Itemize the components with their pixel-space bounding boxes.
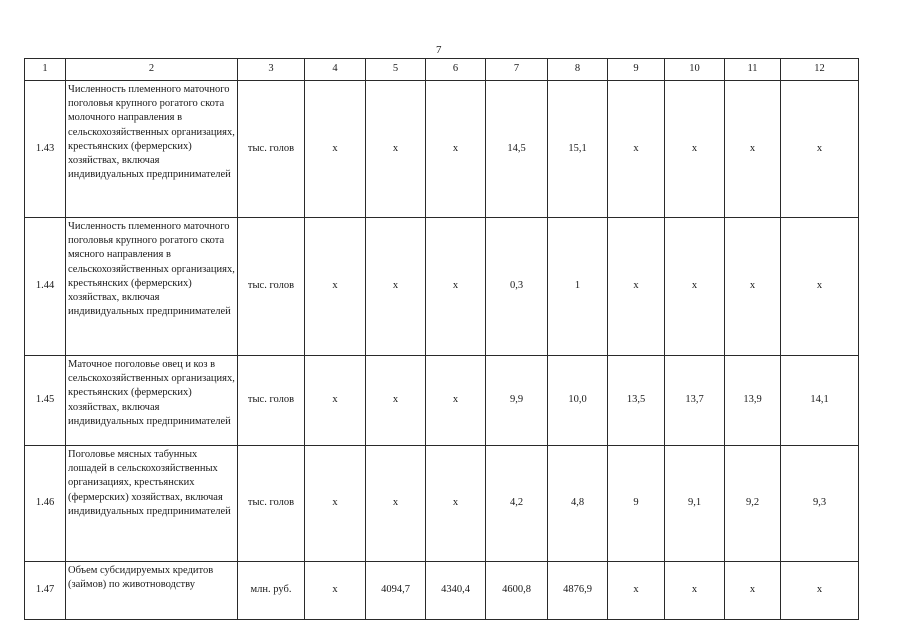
cell-value: х — [608, 81, 665, 218]
cell-value: х — [366, 446, 426, 562]
cell-value: х — [366, 81, 426, 218]
row-number: 1.46 — [25, 446, 66, 562]
cell-value: х — [426, 218, 486, 356]
cell-value: 13,5 — [608, 356, 665, 446]
row-unit: тыс. голов — [238, 81, 305, 218]
cell-value: 9 — [608, 446, 665, 562]
cell-value: х — [366, 356, 426, 446]
row-description: Маточное поголовье овец и коз в сельскохозяйственных организациях, крестьянских (фермерских) хозяйствах, включая индивидуальных предпринимателей — [66, 356, 238, 446]
row-unit: тыс. голов — [238, 356, 305, 446]
row-description: Объем субсидируемых кредитов (займов) по животноводству — [66, 562, 238, 620]
column-header: 1 — [25, 59, 66, 81]
row-number: 1.44 — [25, 218, 66, 356]
cell-value: х — [426, 81, 486, 218]
column-header: 3 — [238, 59, 305, 81]
cell-value: х — [426, 446, 486, 562]
table-row — [25, 562, 859, 620]
cell-value: х — [665, 218, 725, 356]
cell-value: 13,9 — [725, 356, 781, 446]
cell-value: х — [781, 81, 859, 218]
cell-value: х — [781, 562, 859, 620]
indicators-table — [24, 58, 859, 620]
column-header: 10 — [665, 59, 725, 81]
row-number: 1.47 — [25, 562, 66, 620]
cell-value: х — [305, 562, 366, 620]
cell-value: 10,0 — [548, 356, 608, 446]
cell-value: 9,1 — [665, 446, 725, 562]
cell-value: 13,7 — [665, 356, 725, 446]
cell-value: 4,8 — [548, 446, 608, 562]
row-description: Численность племенного маточного поголовья крупного рогатого скота мясного направления в сельскохозяйственных организациях, крестьянских (фермерских) хозяйствах, включая индивидуальных предпринимателей — [66, 218, 238, 356]
cell-value: 9,3 — [781, 446, 859, 562]
row-number: 1.45 — [25, 356, 66, 446]
column-header: 8 — [548, 59, 608, 81]
column-header: 12 — [781, 59, 859, 81]
cell-value: х — [305, 356, 366, 446]
row-number: 1.43 — [25, 81, 66, 218]
cell-value: 4,2 — [486, 446, 548, 562]
cell-value: х — [608, 218, 665, 356]
row-unit: млн. руб. — [238, 562, 305, 620]
column-header: 4 — [305, 59, 366, 81]
column-header: 9 — [608, 59, 665, 81]
cell-value: 14,5 — [486, 81, 548, 218]
cell-value: х — [665, 81, 725, 218]
table-header-row — [25, 59, 859, 81]
cell-value: х — [305, 218, 366, 356]
cell-value: 4600,8 — [486, 562, 548, 620]
cell-value: 4340,4 — [426, 562, 486, 620]
cell-value: х — [725, 562, 781, 620]
column-header: 2 — [66, 59, 238, 81]
cell-value: 4876,9 — [548, 562, 608, 620]
table-row — [25, 446, 859, 562]
cell-value: х — [426, 356, 486, 446]
row-description: Численность племенного маточного поголовья крупного рогатого скота молочного направления в сельскохозяйственных организациях, крестьянских (фермерских) хозяйствах, включая индивидуальных предпринимателей — [66, 81, 238, 218]
table-row — [25, 81, 859, 218]
cell-value: х — [366, 218, 426, 356]
cell-value: х — [725, 81, 781, 218]
cell-value: х — [608, 562, 665, 620]
row-unit: тыс. голов — [238, 218, 305, 356]
cell-value: х — [781, 218, 859, 356]
column-header: 11 — [725, 59, 781, 81]
cell-value: х — [305, 446, 366, 562]
column-header: 7 — [486, 59, 548, 81]
cell-value: х — [725, 218, 781, 356]
table-row — [25, 218, 859, 356]
cell-value: 14,1 — [781, 356, 859, 446]
column-header: 6 — [426, 59, 486, 81]
cell-value: х — [665, 562, 725, 620]
column-header: 5 — [366, 59, 426, 81]
cell-value: 9,2 — [725, 446, 781, 562]
cell-value: 4094,7 — [366, 562, 426, 620]
cell-value: 15,1 — [548, 81, 608, 218]
cell-value: 9,9 — [486, 356, 548, 446]
row-description: Поголовье мясных табунных лошадей в сельскохозяйственных организациях, крестьянских (фермерских) хозяйствах, включая индивидуальных предпринимателей — [66, 446, 238, 562]
cell-value: 0,3 — [486, 218, 548, 356]
cell-value: х — [305, 81, 366, 218]
page-number: 7 — [436, 44, 442, 56]
cell-value: 1 — [548, 218, 608, 356]
row-unit: тыс. голов — [238, 446, 305, 562]
table-row — [25, 356, 859, 446]
